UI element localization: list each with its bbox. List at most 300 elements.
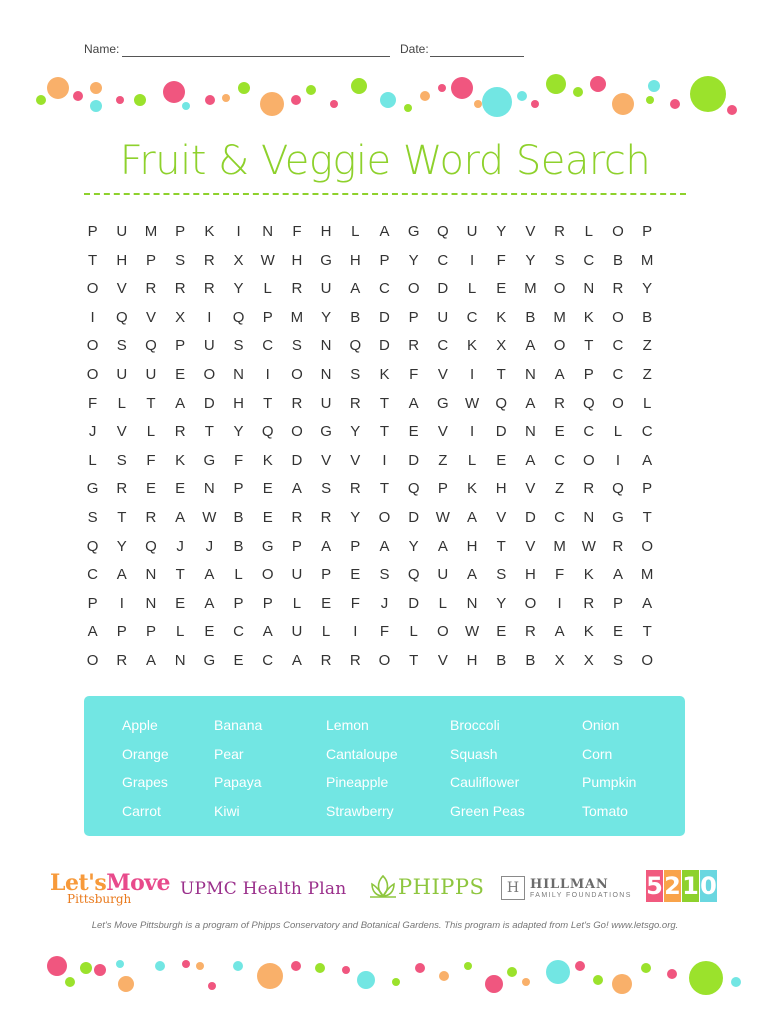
word-list-item: Pear — [214, 745, 244, 762]
grid-letter: A — [642, 451, 653, 469]
decor-dot — [507, 967, 517, 977]
grid-letter: C — [379, 280, 390, 298]
grid-letter: P — [379, 251, 390, 269]
word-list-item: Kiwi — [214, 802, 240, 819]
grid-letter: R — [554, 394, 566, 412]
grid-letter: L — [584, 223, 593, 240]
grid-letter: S — [554, 251, 565, 269]
grid-letter: E — [175, 594, 186, 612]
grid-letter: R — [554, 223, 566, 240]
grid-letter: W — [464, 394, 480, 412]
letsmove-move-text: Move — [106, 870, 171, 896]
grid-letter: E — [321, 594, 332, 612]
grid-letter: Z — [438, 451, 448, 469]
grid-letter: A — [525, 394, 536, 412]
grid-letter: Q — [612, 480, 624, 498]
grid-letter: G — [203, 651, 216, 669]
grid-letter: P — [642, 480, 653, 498]
grid-letter: R — [116, 651, 128, 669]
grid-letter: O — [407, 280, 420, 298]
phipps-logo: PHIPPS — [398, 875, 485, 899]
grid-letter: F — [409, 365, 419, 383]
grid-letter: O — [86, 365, 99, 383]
grid-letter: R — [524, 623, 536, 641]
grid-letter: X — [233, 251, 244, 269]
name-label: Name: — [84, 42, 120, 56]
date-label: Date: — [400, 42, 429, 56]
grid-letter: U — [116, 365, 128, 383]
grid-row — [78, 390, 692, 419]
grid-row — [78, 275, 692, 304]
grid-letter: Y — [408, 251, 419, 269]
grid-letter: C — [466, 308, 478, 326]
decor-dot — [646, 96, 654, 104]
date-field[interactable] — [430, 56, 524, 57]
grid-letter: K — [583, 566, 594, 584]
decor-dot — [590, 76, 606, 92]
grid-letter: M — [553, 308, 566, 326]
page-title: Fruit & Veggie Word Search — [119, 138, 651, 184]
decor-dot — [485, 975, 503, 993]
grid-letter: N — [524, 365, 536, 383]
grid-letter: R — [349, 480, 361, 498]
grid-letter: I — [90, 308, 95, 326]
grid-letter: A — [642, 594, 653, 612]
grid-letter: Q — [582, 394, 595, 412]
grid-letter: L — [117, 394, 126, 412]
grid-letter: Y — [350, 508, 361, 526]
grid-letter: U — [291, 566, 303, 584]
grid-letter: A — [379, 223, 390, 240]
grid-letter: F — [350, 594, 360, 612]
decor-dot — [641, 963, 651, 973]
grid-letter: G — [320, 251, 332, 269]
grid-letter: N — [145, 594, 157, 612]
grid-letter: I — [207, 308, 212, 326]
grid-row — [78, 647, 692, 676]
grid-row — [78, 418, 692, 447]
decor-dot — [205, 95, 215, 105]
grid-letter: A — [525, 451, 536, 469]
grid-letter: Q — [437, 223, 449, 240]
word-list-item: Squash — [450, 745, 498, 762]
grid-letter: A — [467, 508, 478, 526]
grid-letter: O — [612, 394, 624, 412]
grid-letter: L — [292, 594, 302, 612]
grid-letter: B — [350, 308, 361, 326]
grid-letter: K — [583, 623, 594, 641]
grid-letter: R — [203, 280, 215, 298]
grid-letter: S — [116, 337, 127, 355]
grid-letter: V — [116, 280, 127, 298]
grid-row — [78, 247, 692, 276]
grid-letter: F — [379, 623, 390, 641]
grid-letter: C — [262, 651, 274, 669]
grid-letter: R — [291, 508, 303, 526]
grid-letter: H — [291, 251, 303, 269]
grid-letter: T — [496, 365, 506, 383]
grid-letter: O — [524, 594, 537, 612]
decor-dot — [380, 92, 396, 108]
grid-letter: K — [262, 451, 273, 469]
grid-letter: O — [612, 223, 624, 240]
decor-dot — [90, 82, 102, 94]
grid-letter: T — [146, 394, 156, 412]
decor-dot — [731, 977, 741, 987]
grid-letter: O — [437, 623, 449, 641]
grid-letter: V — [525, 223, 536, 240]
grid-letter: Y — [233, 280, 244, 298]
decor-dot — [94, 964, 106, 976]
grid-letter: C — [437, 251, 449, 269]
grid-letter: Q — [495, 394, 508, 412]
grid-letter: E — [350, 566, 361, 584]
decor-dot — [439, 971, 449, 981]
decor-dot — [415, 963, 425, 973]
grid-letter: C — [554, 451, 566, 469]
grid-letter: X — [175, 308, 186, 326]
grid-letter: I — [119, 594, 124, 612]
grid-letter: O — [86, 280, 99, 298]
grid-letter: T — [642, 508, 652, 526]
grid-letter: R — [612, 537, 624, 555]
grid-letter: C — [437, 337, 449, 355]
grid-letter: R — [320, 651, 332, 669]
grid-row — [78, 504, 692, 533]
decor-dot — [670, 99, 680, 109]
grid-letter: N — [320, 337, 332, 355]
grid-letter: F — [496, 251, 506, 269]
grid-letter: A — [116, 566, 127, 584]
grid-letter: S — [175, 251, 186, 269]
decor-dot — [593, 975, 603, 985]
decor-dot — [182, 960, 190, 968]
decor-dot — [357, 971, 375, 989]
decor-dot — [257, 963, 283, 989]
grid-letter: U — [437, 308, 449, 326]
grid-row — [78, 304, 692, 333]
decor-dot — [404, 104, 412, 112]
grid-letter: R — [291, 394, 303, 412]
grid-letter: E — [175, 480, 186, 498]
grid-letter: P — [642, 223, 653, 240]
grid-letter: V — [321, 451, 332, 469]
decor-dot — [667, 969, 677, 979]
word-list-item: Broccoli — [450, 717, 500, 733]
grid-letter: C — [583, 423, 595, 441]
grid-letter: M — [290, 308, 304, 326]
sponsor-logos — [0, 866, 770, 916]
decor-dot — [546, 960, 570, 984]
grid-letter: J — [205, 537, 214, 555]
grid-letter: V — [437, 651, 448, 669]
grid-letter: L — [409, 623, 418, 641]
grid-letter: T — [584, 337, 594, 355]
grid-letter: H — [320, 223, 332, 240]
grid-letter: A — [408, 394, 419, 412]
grid-letter: N — [174, 651, 186, 669]
grid-letter: H — [466, 651, 478, 669]
grid-letter: A — [145, 651, 156, 669]
logo-5210-digit-1: 1 — [682, 872, 699, 900]
grid-letter: D — [437, 280, 449, 298]
grid-letter: C — [87, 566, 99, 584]
grid-letter: A — [204, 594, 215, 612]
word-search-grid — [78, 218, 692, 676]
grid-letter: V — [525, 480, 536, 498]
grid-row — [78, 618, 692, 647]
grid-letter: Y — [496, 594, 507, 612]
decor-dot — [291, 95, 301, 105]
grid-letter: I — [353, 623, 358, 641]
decor-dot — [351, 78, 367, 94]
grid-letter: H — [495, 480, 507, 498]
decor-dot — [116, 960, 124, 968]
grid-letter: L — [234, 566, 243, 584]
grid-letter: T — [175, 566, 185, 584]
name-field[interactable] — [122, 56, 390, 57]
grid-letter: B — [642, 308, 653, 326]
grid-letter: P — [145, 623, 156, 641]
grid-letter: E — [496, 280, 507, 298]
grid-letter: Q — [349, 337, 362, 355]
grid-letter: Y — [116, 537, 127, 555]
decor-dot — [612, 974, 632, 994]
grid-letter: S — [233, 337, 244, 355]
grid-letter: P — [321, 566, 332, 584]
grid-letter: I — [265, 365, 270, 383]
grid-letter: R — [583, 594, 595, 612]
grid-letter: T — [379, 480, 390, 498]
grid-letter: N — [203, 480, 215, 498]
grid-letter: A — [175, 394, 186, 412]
grid-letter: C — [612, 365, 624, 383]
grid-letter: I — [469, 365, 475, 383]
decor-dot — [118, 976, 134, 992]
decor-dot — [222, 94, 230, 102]
grid-letter: A — [175, 508, 186, 526]
decor-dot — [531, 100, 539, 108]
grid-letter: O — [291, 423, 303, 441]
grid-letter: O — [378, 508, 391, 526]
grid-letter: E — [175, 365, 186, 383]
grid-letter: S — [496, 566, 507, 584]
decor-dot — [330, 100, 338, 108]
decor-dot — [73, 91, 83, 101]
grid-letter: S — [87, 508, 98, 526]
grid-letter: M — [524, 280, 537, 298]
grid-letter: J — [88, 423, 97, 441]
grid-letter: Z — [642, 337, 652, 355]
grid-letter: E — [554, 423, 565, 441]
grid-letter: U — [116, 223, 128, 240]
word-list-item: Pineapple — [326, 774, 389, 790]
decor-dot — [342, 966, 350, 974]
grid-letter: R — [116, 480, 128, 498]
grid-letter: R — [203, 251, 215, 269]
word-list-item: Lemon — [326, 717, 369, 733]
grid-letter: D — [408, 594, 420, 612]
grid-letter: W — [464, 623, 480, 641]
grid-letter: R — [349, 394, 361, 412]
logo-5210-digit-5: 5 — [646, 872, 663, 900]
decor-dot — [36, 95, 46, 105]
grid-letter: G — [203, 451, 216, 469]
decor-dot — [80, 962, 92, 974]
bottom-dot-border — [0, 946, 770, 1006]
grid-letter: G — [261, 537, 274, 555]
grid-letter: B — [233, 537, 244, 555]
grid-letter: F — [555, 566, 565, 584]
grid-letter: S — [321, 480, 332, 498]
grid-letter: V — [437, 365, 448, 383]
grid-letter: C — [233, 623, 244, 641]
word-list-item: Orange — [122, 745, 169, 762]
grid-letter: B — [525, 651, 536, 669]
grid-letter: P — [350, 537, 361, 555]
grid-letter: I — [469, 423, 475, 441]
grid-letter: K — [175, 451, 186, 469]
grid-letter: C — [262, 337, 274, 355]
grid-letter: N — [524, 423, 536, 441]
grid-letter: R — [291, 280, 303, 298]
grid-letter: E — [204, 623, 215, 641]
grid-letter: O — [612, 308, 624, 326]
grid-letter: O — [641, 651, 653, 669]
grid-letter: T — [409, 651, 419, 669]
grid-letter: W — [581, 537, 596, 555]
grid-letter: T — [263, 394, 273, 412]
phipps-leaf-icon — [368, 874, 398, 900]
grid-letter: C — [583, 251, 595, 269]
grid-letter: L — [642, 394, 652, 412]
grid-letter: R — [174, 280, 186, 298]
grid-letter: U — [203, 337, 215, 355]
grid-letter: U — [145, 365, 157, 383]
grid-letter: Q — [407, 480, 420, 498]
grid-letter: I — [469, 251, 475, 269]
decor-dot — [690, 76, 726, 112]
grid-letter: N — [145, 566, 157, 584]
decor-dot — [546, 74, 566, 94]
grid-letter: O — [86, 651, 99, 669]
grid-letter: A — [379, 537, 390, 555]
grid-letter: Q — [232, 308, 245, 326]
decor-dot — [474, 100, 482, 108]
grid-letter: G — [86, 480, 99, 498]
grid-letter: Y — [642, 280, 653, 298]
grid-letter: L — [467, 280, 477, 298]
decor-dot — [612, 93, 634, 115]
grid-letter: N — [320, 365, 332, 383]
decor-dot — [573, 87, 583, 97]
word-list-item: Banana — [214, 717, 263, 733]
grid-letter: O — [641, 537, 653, 555]
grid-letter: E — [496, 623, 507, 641]
grid-letter: L — [175, 623, 185, 641]
grid-letter: Q — [145, 337, 157, 355]
grid-letter: M — [553, 537, 566, 555]
grid-letter: A — [204, 566, 215, 584]
decor-dot — [420, 91, 430, 101]
grid-letter: X — [496, 337, 507, 355]
grid-letter: N — [466, 594, 478, 612]
decor-dot — [575, 961, 585, 971]
grid-letter: R — [583, 480, 595, 498]
grid-letter: I — [557, 594, 562, 612]
decor-dot — [451, 77, 473, 99]
grid-letter: E — [145, 480, 156, 498]
grid-letter: L — [438, 594, 448, 612]
grid-letter: O — [291, 365, 303, 383]
word-list-item: Strawberry — [326, 802, 394, 819]
grid-row — [78, 475, 692, 504]
grid-letter: Q — [261, 423, 274, 441]
grid-letter: Q — [86, 537, 99, 555]
grid-letter: V — [437, 423, 448, 441]
grid-letter: H — [524, 566, 536, 584]
grid-row — [78, 533, 692, 562]
grid-letter: S — [350, 365, 361, 383]
grid-letter: D — [408, 451, 420, 469]
grid-letter: Q — [407, 566, 420, 584]
grid-row — [78, 561, 692, 590]
grid-letter: D — [524, 508, 536, 526]
word-list-item: Cauliflower — [450, 774, 520, 790]
grid-letter: R — [349, 651, 361, 669]
grid-letter: P — [87, 223, 98, 240]
grid-letter: A — [321, 537, 332, 555]
grid-letter: W — [435, 508, 450, 526]
grid-letter: K — [379, 365, 390, 383]
grid-letter: H — [116, 251, 128, 269]
decor-dot — [90, 100, 102, 112]
hillman-mark-icon: H — [501, 876, 525, 900]
grid-letter: W — [260, 251, 275, 269]
decor-dot — [482, 87, 512, 117]
grid-letter: V — [350, 451, 361, 469]
grid-letter: P — [233, 594, 244, 612]
grid-letter: Y — [233, 423, 244, 441]
grid-letter: W — [202, 508, 217, 526]
grid-letter: E — [233, 651, 244, 669]
upmc-logo: UPMC Health Plan — [180, 879, 347, 899]
word-list-item: Green Peas — [450, 802, 525, 819]
grid-letter: H — [233, 394, 244, 412]
logo-5210-digit-0: 0 — [700, 872, 717, 900]
grid-letter: P — [175, 337, 186, 355]
grid-letter: A — [262, 623, 273, 641]
grid-letter: T — [204, 423, 214, 441]
grid-letter: P — [262, 308, 273, 326]
decor-dot — [522, 978, 530, 986]
decor-dot — [208, 982, 216, 990]
grid-letter: D — [379, 337, 390, 355]
grid-letter: A — [291, 651, 302, 669]
grid-letter: P — [262, 594, 273, 612]
hillman-name: HILLMAN — [530, 877, 609, 892]
grid-letter: R — [145, 508, 157, 526]
grid-letter: L — [146, 423, 156, 441]
word-list-item: Papaya — [214, 774, 262, 790]
grid-letter: R — [320, 508, 332, 526]
grid-letter: B — [612, 251, 623, 269]
grid-letter: T — [117, 508, 127, 526]
grid-row — [78, 332, 692, 361]
grid-letter: E — [408, 423, 419, 441]
grid-letter: Y — [496, 223, 507, 240]
letsmove-lets-text: Let's — [50, 870, 107, 896]
